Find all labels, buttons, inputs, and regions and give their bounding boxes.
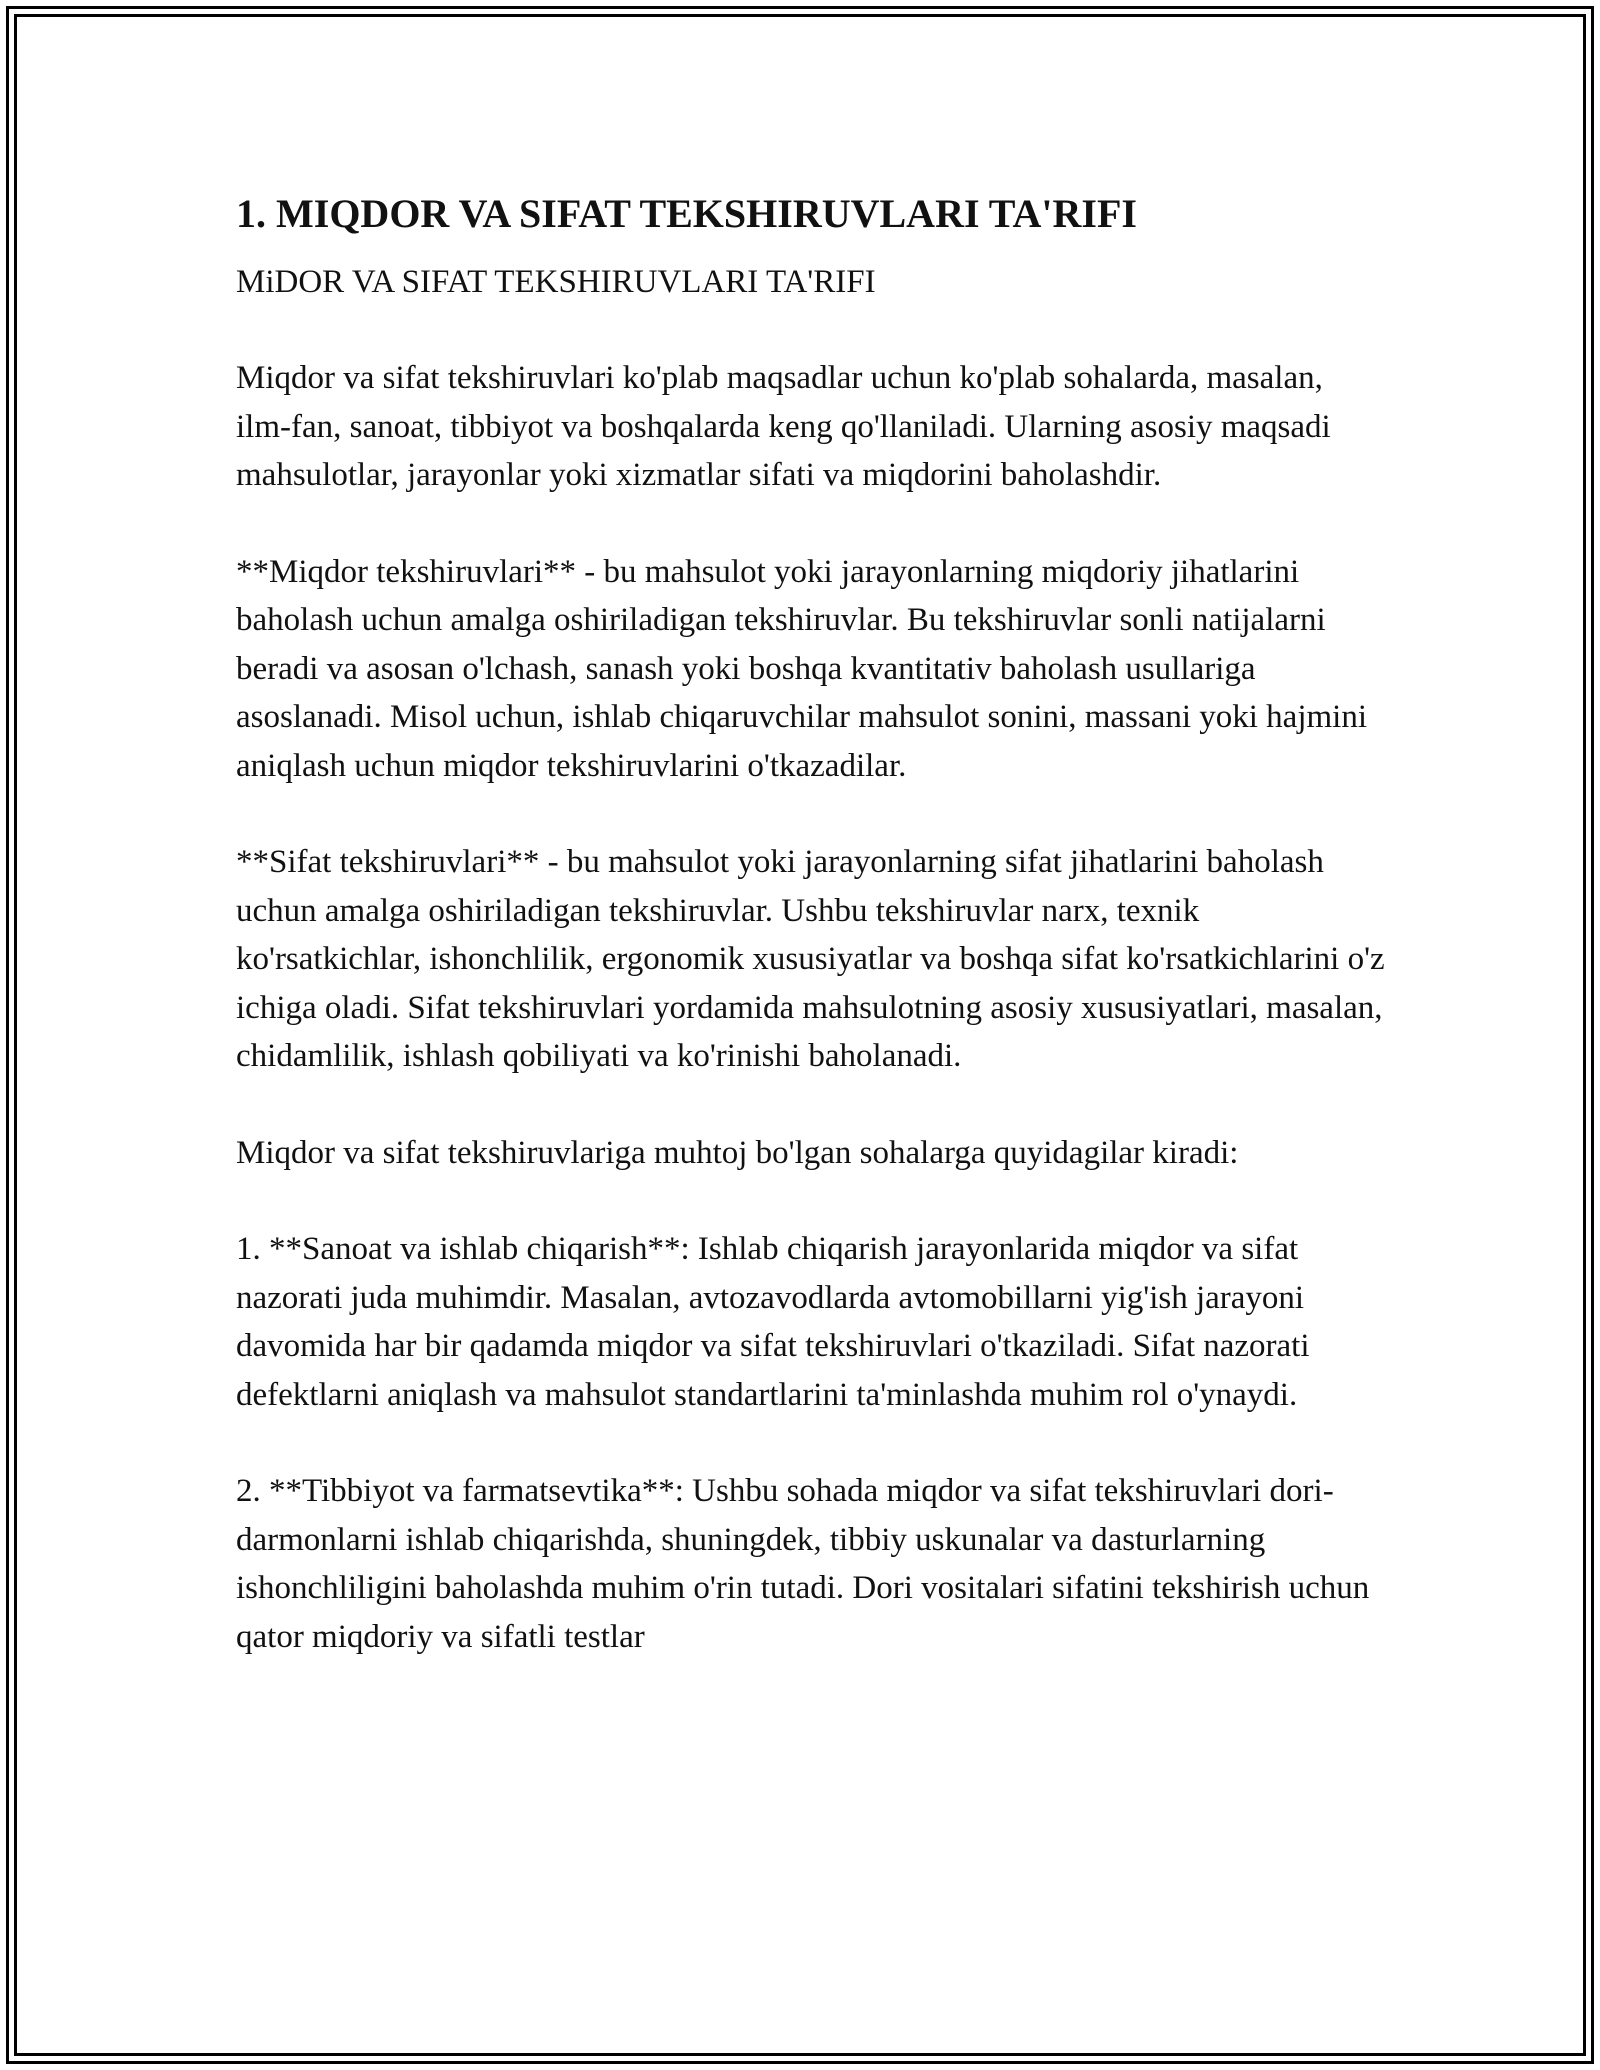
paragraph-quantity-checks: **Miqdor tekshiruvlari** - bu mahsulot yoki jarayonlarning miqdoriy jihatlarini baholash uchun amalga oshiriladigan tekshiruvlar. Bu tekshiruvlar sonli natijalarni beradi va asosan o'lchash, sanash yoki boshqa kvantitativ baholash usullariga asoslanadi. Misol uchun, ishlab chiqaruvchilar mahsulot sonini, massani yoki hajmini aniqlash uchun miqdor tekshiruvlarini o'tkazadilar. [236,553,1368,784]
document-body [236,188,1386,1709]
document-subtitle: MiDOR VA SIFAT TEKSHIRUVLARI TA'RIFI [236,264,876,300]
paragraph-intro: Miqdor va sifat tekshiruvlari ko'plab maqsadlar uchun ko'plab sohalarda, masalan, ilm-fan, sanoat, tibbiyot va boshqalarda keng qo'llaniladi. Ularning asosiy maqsadi mahsulotlar, jarayonlar yoki xizmatlar sifati va miqdorini baholashdir. [236,360,1331,493]
document-title: 1. MIQDOR VA SIFAT TEKSHIRUVLARI TA'RIFI [236,191,1137,236]
list-item-industry: 1. **Sanoat va ishlab chiqarish**: Ishlab chiqarish jarayonlarida miqdor va sifat nazorati juda muhimdir. Masalan, avtozavodlarda avtomobillarni yig'ish jarayoni davomida har bir qadamda miqdor va sifat tekshiruvlari o'tkaziladi. Sifat nazorati defektlarni aniqlash va mahsulot standartlarini ta'minlashda muhim rol o'ynaydi. [236,1231,1310,1413]
list-item-medicine: 2. **Tibbiyot va farmatsevtika**: Ushbu sohada miqdor va sifat tekshiruvlari dori-darmonlarni ishlab chiqarishda, shuningdek, tibbiy uskunalar va dasturlarning ishonchliligini baholashda muhim o'rin tutadi. Dori vositalari sifatini tekshirish uchun qator miqdoriy va sifatli testlar [236,1473,1370,1655]
paragraph-quality-checks: **Sifat tekshiruvlari** - bu mahsulot yoki jarayonlarning sifat jihatlarini baholash uchun amalga oshiriladigan tekshiruvlar. Ushbu tekshiruvlar narx, texnik ko'rsatkichlar, ishonchlilik, ergonomik xususiyatlar va boshqa sifat ko'rsatkichlarini o'z ichiga oladi. Sifat tekshiruvlari yordamida mahsulotning asosiy xususiyatlari, masalan, chidamlilik, ishlash qobiliyati va ko'rinishi baholanadi. [236,844,1385,1074]
paragraph-sectors-intro: Miqdor va sifat tekshiruvlariga muhtoj bo'lgan sohalarga quyidagilar kiradi: [236,1134,1239,1171]
